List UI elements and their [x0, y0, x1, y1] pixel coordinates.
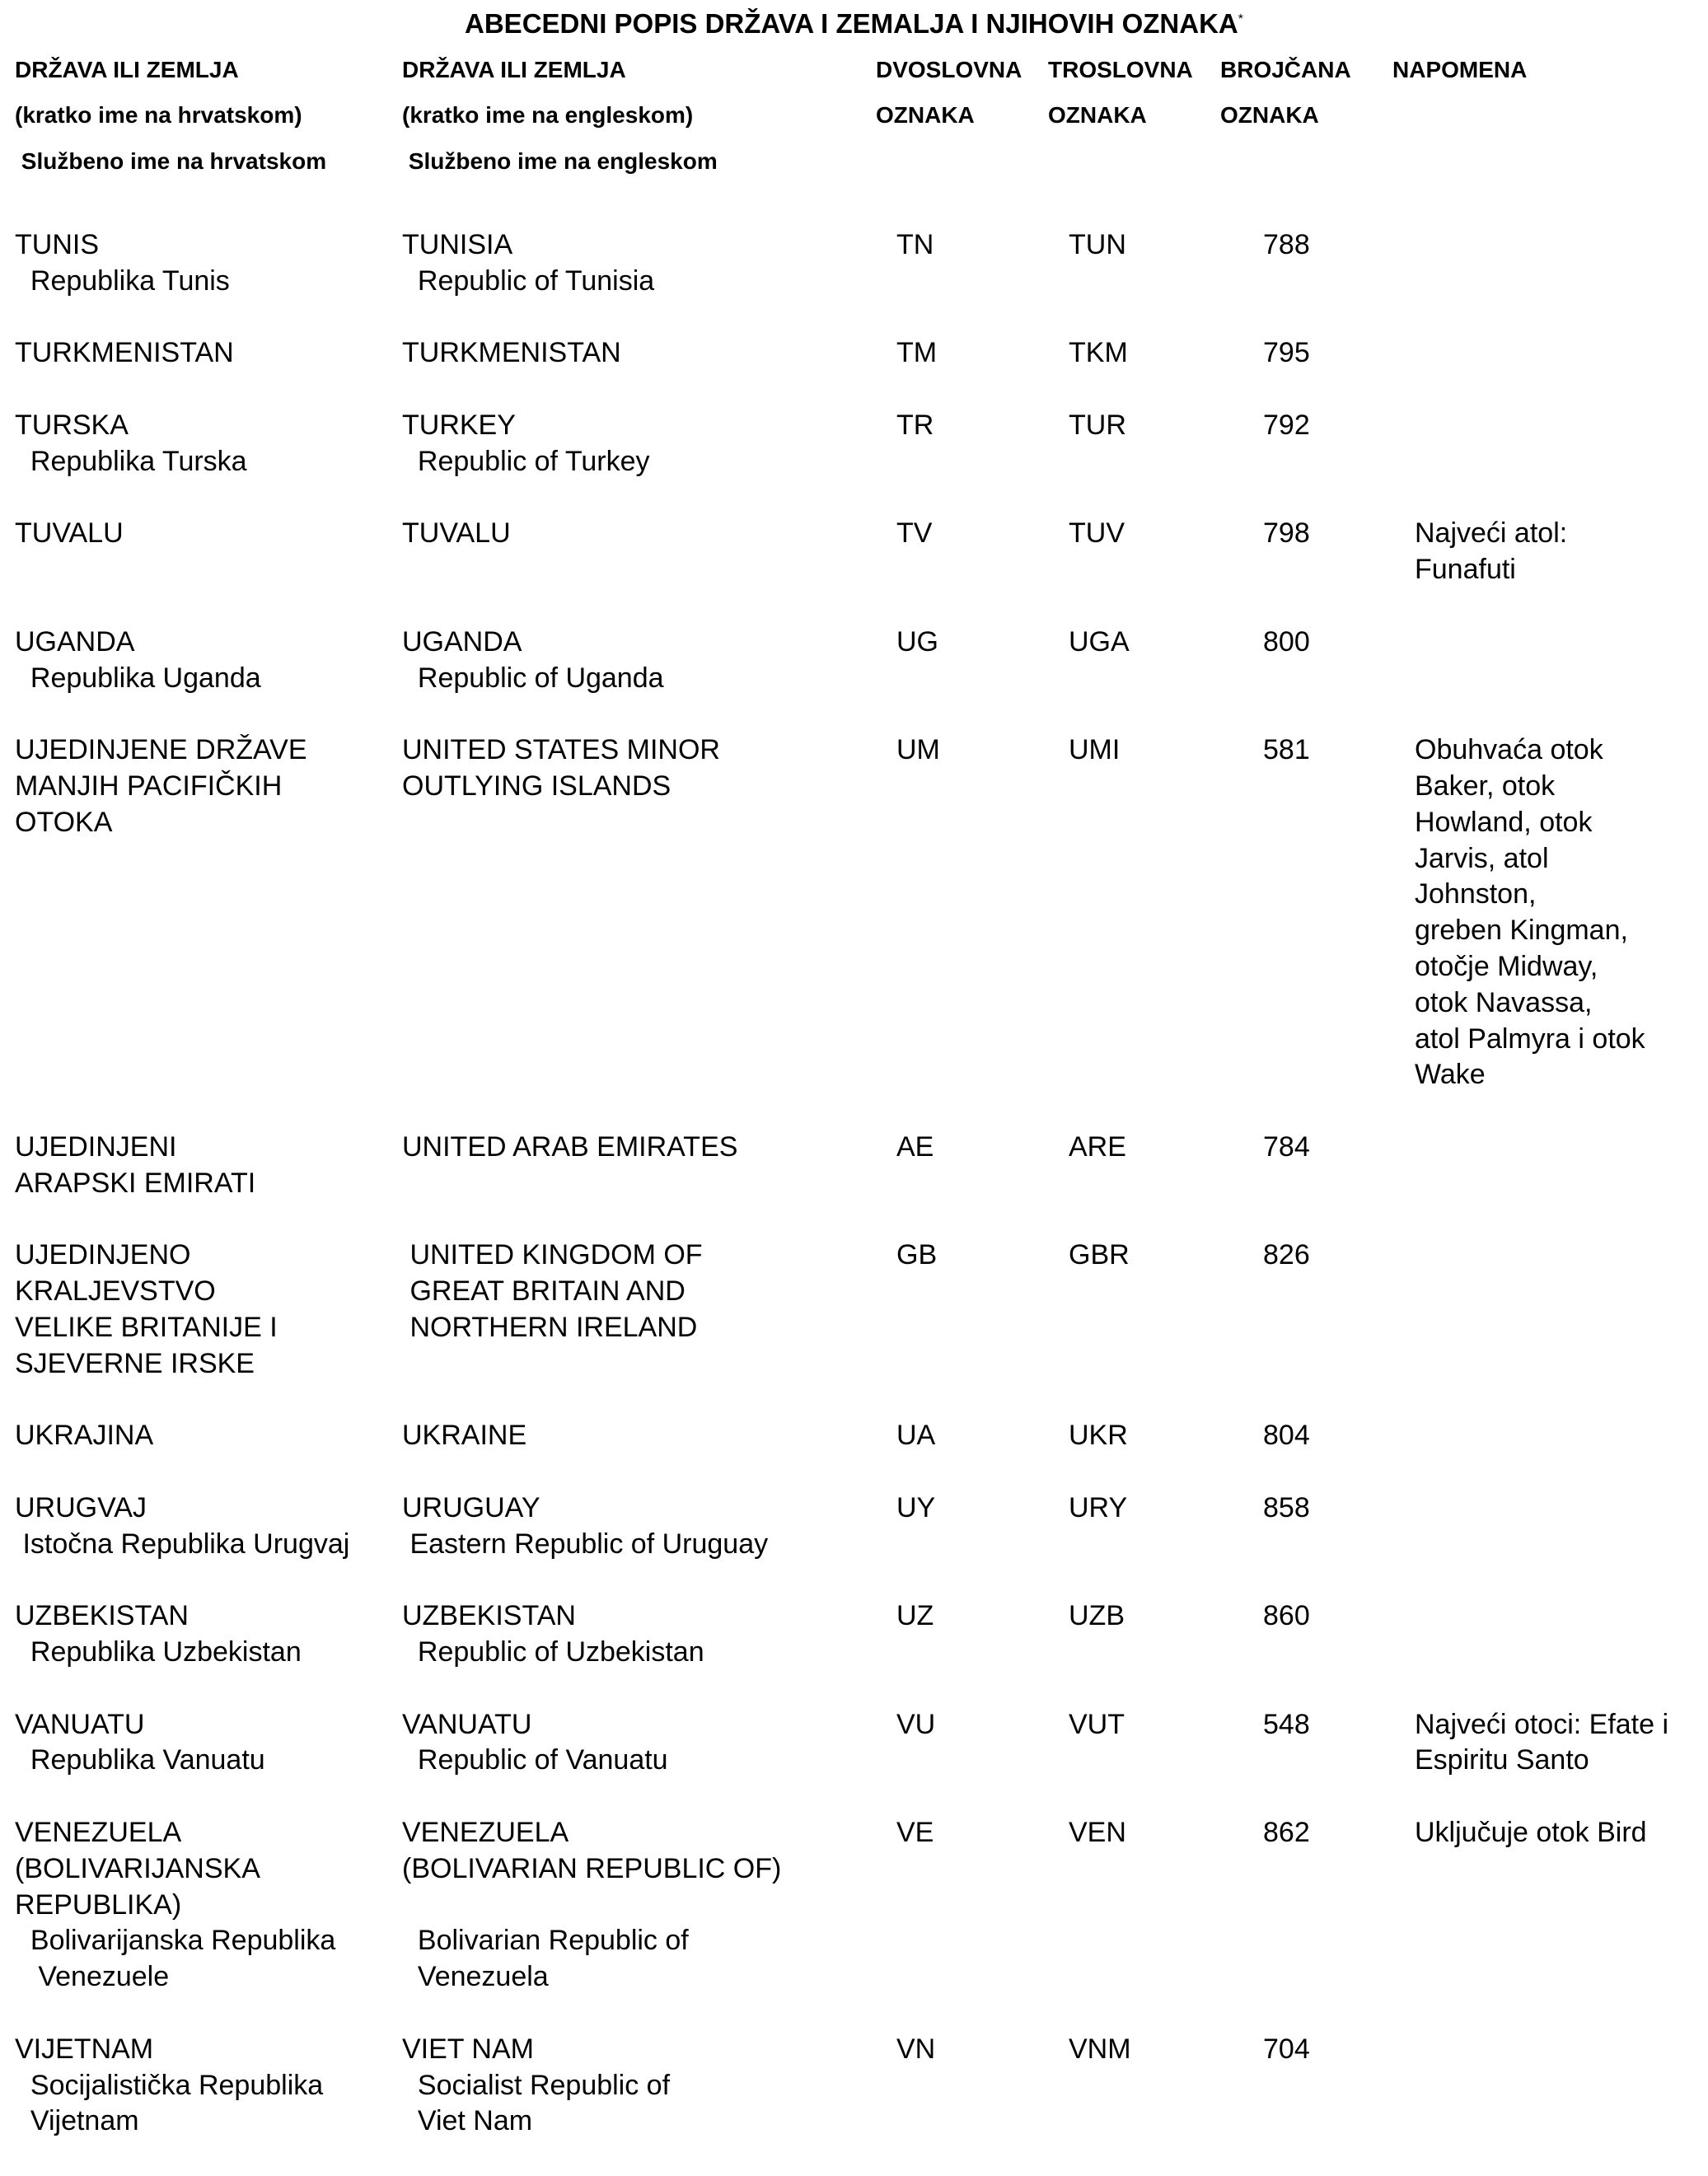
table-row [0, 227, 1708, 300]
table-row [0, 732, 1708, 1093]
alpha3-code: VNM [1069, 2033, 1131, 2065]
numeric-code: 860 [1263, 1600, 1310, 1632]
header-hr-name: DRŽAVA ILI ZEMLJA [15, 57, 239, 82]
table-row [0, 335, 1708, 372]
numeric-code: 784 [1263, 1130, 1310, 1163]
header-en-name: DRŽAVA ILI ZEMLJA [402, 57, 626, 82]
numeric-code: 548 [1263, 1708, 1310, 1740]
country-table [0, 227, 1708, 2176]
header-numeric-sub: OZNAKA [1220, 102, 1319, 128]
title-text: ABECEDNI POPIS DRŽAVA I ZEMALJA I NJIHOVIH OZNAKA [465, 8, 1238, 39]
alpha2-code: VE [896, 1817, 934, 1849]
numeric-code: 788 [1263, 229, 1310, 260]
name-hr: UGANDA Republika Uganda [15, 625, 261, 694]
header-alpha2: DVOSLOVNA [876, 57, 1022, 82]
header-hr-official: Službeno ime na hrvatskom [15, 148, 327, 174]
name-en: UZBEKISTAN Republic of Uzbekistan [402, 1600, 704, 1668]
alpha3-code: ARE [1069, 1130, 1126, 1163]
note: Najveći otoci: Efate i Espiritu Santo [1415, 1708, 1669, 1776]
name-en: TURKMENISTAN [402, 337, 621, 369]
header-hr-short: (kratko ime na hrvatskom) [15, 102, 302, 128]
alpha2-code: UA [896, 1420, 936, 1452]
table-row [0, 1238, 1708, 1382]
table-row [0, 1130, 1708, 1202]
numeric-code: 581 [1263, 734, 1310, 766]
numeric-code: 858 [1263, 1491, 1310, 1523]
alpha3-code: TKM [1069, 337, 1128, 369]
name-hr: UJEDINJENI ARAPSKI EMIRATI [15, 1130, 256, 1199]
table-row [0, 625, 1708, 697]
alpha3-code: TUN [1069, 229, 1126, 260]
name-en: UKRAINE [402, 1420, 527, 1452]
header-en-short: (kratko ime na engleskom) [402, 102, 694, 128]
name-en: VIET NAM Socialist Republic of Viet Nam [402, 2033, 671, 2137]
table-row [0, 516, 1708, 588]
table-row [0, 1418, 1708, 1454]
alpha3-code: TUV [1069, 517, 1125, 550]
numeric-code: 795 [1263, 337, 1310, 369]
name-hr: UKRAJINA [15, 1420, 154, 1452]
header-note: NAPOMENA [1392, 57, 1528, 82]
header-alpha3: TROSLOVNA [1048, 57, 1193, 82]
name-en: URUGUAY Eastern Republic of Uruguay [402, 1491, 769, 1560]
note: Obuhvaća otok Baker, otok Howland, otok Jarvis, atol Johnston, greben Kingman, otočje Midway, otok Navassa, atol Palmyra i otok Wake [1415, 734, 1645, 1091]
numeric-code: 826 [1263, 1239, 1310, 1271]
table-row [0, 1815, 1708, 1996]
alpha2-code: GB [896, 1239, 938, 1271]
alpha2-code: VU [896, 1708, 936, 1740]
name-hr: URUGVAJ Istočna Republika Urugvaj [15, 1491, 350, 1560]
numeric-code: 798 [1263, 517, 1310, 550]
name-hr: UJEDINJENO KRALJEVSTVO VELIKE BRITANIJE I SJEVERNE IRSKE [15, 1239, 278, 1379]
name-en: VENEZUELA (BOLIVARIAN REPUBLIC OF) Bolivarian Republic of Venezuela [402, 1817, 782, 1993]
table-row [0, 2032, 1708, 2140]
header-alpha2-sub: OZNAKA [876, 102, 975, 128]
name-en: UNITED STATES MINOR OUTLYING ISLANDS [402, 734, 720, 802]
name-en: UNITED KINGDOM OF GREAT BRITAIN AND NORTHERN IRELAND [409, 1239, 703, 1343]
table-row [0, 408, 1708, 480]
header-numeric: BROJČANA [1220, 57, 1351, 82]
table-row [0, 1598, 1708, 1671]
name-hr: TURSKA Republika Turska [15, 409, 247, 477]
numeric-code: 792 [1263, 409, 1310, 441]
name-en: VANUATU Republic of Vanuatu [402, 1708, 668, 1776]
alpha2-code: TV [896, 517, 933, 550]
numeric-code: 804 [1263, 1420, 1310, 1452]
note: Najveći atol: Funafuti [1415, 517, 1568, 586]
name-hr: VENEZUELA (BOLIVARIJANSKA REPUBLIKA) Bolivarijanska Republika Venezuele [15, 1817, 336, 1993]
name-hr: VIJETNAM Socijalistička Republika Vijetnam [15, 2033, 324, 2137]
alpha2-code: VN [896, 2033, 936, 2065]
note: Uključuje otok Bird [1415, 1817, 1647, 1849]
numeric-code: 800 [1263, 625, 1310, 657]
header-en-official: Službeno ime na engleskom [402, 148, 718, 174]
numeric-code: 862 [1263, 1817, 1310, 1849]
name-hr: TURKMENISTAN [15, 337, 234, 369]
name-en: UNITED ARAB EMIRATES [402, 1130, 738, 1163]
name-hr: TUNIS Republika Tunis [15, 229, 230, 297]
alpha3-code: UZB [1069, 1600, 1125, 1632]
name-en: TUVALU [402, 517, 511, 550]
document-title [0, 2, 1708, 42]
alpha2-code: UM [896, 734, 940, 766]
alpha2-code: AE [896, 1130, 934, 1163]
name-hr: UJEDINJENE DRŽAVE MANJIH PACIFIČKIH OTOKA [15, 734, 307, 838]
alpha2-code: TR [896, 409, 934, 441]
table-row [0, 1490, 1708, 1563]
alpha3-code: UMI [1069, 734, 1121, 766]
alpha3-code: VEN [1069, 1817, 1126, 1849]
table-row [0, 1707, 1708, 1780]
name-hr: TUVALU [15, 517, 124, 550]
numeric-code: 704 [1263, 2033, 1310, 2065]
header-alpha3-sub: OZNAKA [1048, 102, 1147, 128]
alpha3-code: VUT [1069, 1708, 1125, 1740]
name-hr: VANUATU Republika Vanuatu [15, 1708, 265, 1776]
alpha3-code: UKR [1069, 1420, 1128, 1452]
alpha2-code: TN [896, 229, 934, 260]
alpha2-code: UY [896, 1491, 936, 1523]
alpha3-code: UGA [1069, 625, 1130, 657]
alpha2-code: UG [896, 625, 938, 657]
alpha2-code: TM [896, 337, 938, 369]
alpha2-code: UZ [896, 1600, 934, 1632]
name-hr: UZBEKISTAN Republika Uzbekistan [15, 1600, 302, 1668]
alpha3-code: URY [1069, 1491, 1128, 1523]
alpha3-code: TUR [1069, 409, 1126, 441]
name-en: UGANDA Republic of Uganda [402, 625, 664, 694]
alpha3-code: GBR [1069, 1239, 1130, 1271]
name-en: TUNISIA Republic of Tunisia [402, 229, 655, 297]
name-en: TURKEY Republic of Turkey [402, 409, 650, 477]
title-footnote-mark: * [1238, 12, 1243, 26]
